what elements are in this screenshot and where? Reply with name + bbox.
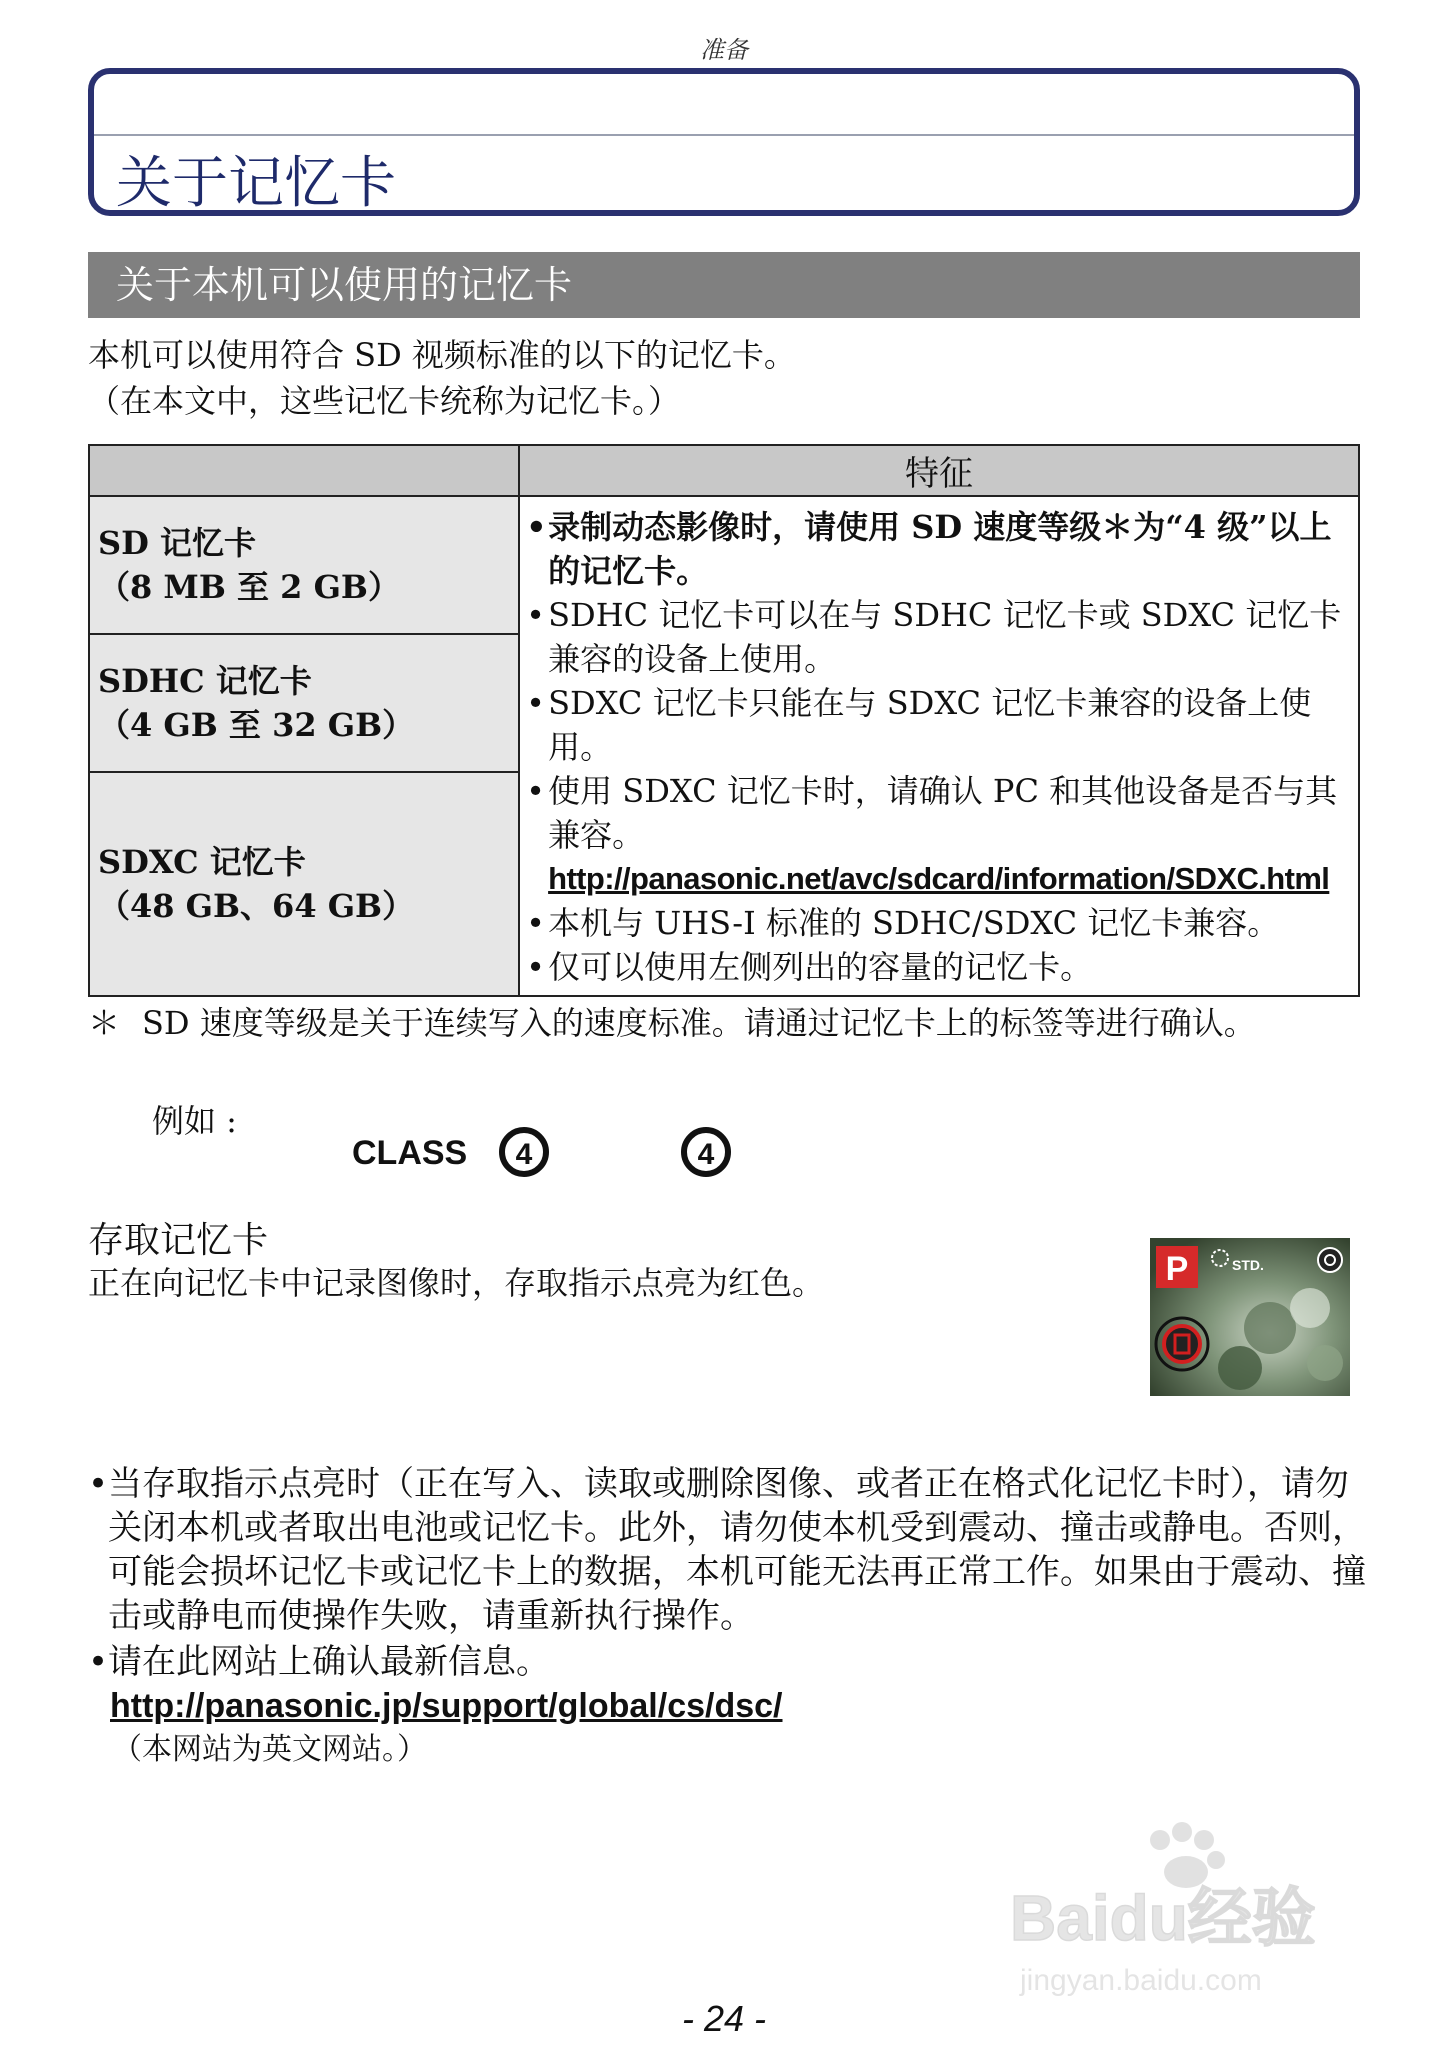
card-name: SDHC 记忆卡 (98, 662, 312, 700)
intro-line-1: 本机可以使用符合 SD 视频标准的以下的记忆卡。 (88, 336, 796, 374)
notes-section (88, 1462, 1368, 1772)
title-rule (94, 134, 1354, 136)
stabilizer-icon (1318, 1248, 1342, 1272)
feature-item: • SDHC 记忆卡可以在与 SDHC 记忆卡或 SDXC 记忆卡兼容的设备上使用。 (526, 593, 1350, 681)
logo-class-text: CLASS (352, 1134, 468, 1172)
feature-item: • 录制动态影像时，请使用 SD 速度等级＊为“4 级”以上的记忆卡。 (526, 505, 1350, 593)
feature-item: • SDXC 记忆卡只能在与 SDXC 记忆卡兼容的设备上使用。 (526, 681, 1350, 769)
access-description: 正在向记忆卡中记录图像时，存取指示点亮为红色。 (88, 1264, 825, 1302)
title-box (88, 68, 1360, 216)
scene-leaf (1307, 1345, 1343, 1381)
card-capacity: （8 MB 至 2 GB） (98, 568, 400, 606)
sdxc-info-link[interactable]: http://panasonic.net/avc/sdcard/information/SDXC.html (548, 861, 1330, 896)
section-heading: 关于本机可以使用的记忆卡 (88, 252, 1360, 318)
note-item: • 当存取指示点亮时（正在写入、读取或删除图像、或者正在格式化记忆卡时），请勿关闭本机或者取出电池或记忆卡。此外，请勿使本机受到震动、撞击或静电。否则，可能会损坏记忆卡或记忆卡上的数据，本机可能无法再正常工作。如果由于震动、撞击或静电而使操作失败，请重新执行操作。 (88, 1462, 1368, 1638)
table-header-row (89, 445, 1359, 496)
logo-number: 4 (515, 1138, 533, 1171)
card-capacity: （4 GB 至 32 GB） (98, 706, 415, 744)
speed-class-4-icon (678, 1124, 734, 1180)
card-cell-sd (89, 496, 519, 634)
card-cell-sdhc (89, 634, 519, 772)
card-spec-table (88, 444, 1360, 997)
camera-screen-image (1150, 1238, 1350, 1396)
baidu-watermark (1010, 1820, 1370, 2000)
scene-leaf (1244, 1302, 1296, 1354)
logo-number: 4 (697, 1138, 715, 1171)
features-cell (519, 496, 1359, 996)
quality-text: STD. (1232, 1257, 1264, 1273)
running-header: 准备 (700, 36, 748, 64)
example-label: 例如 : (152, 1102, 237, 1140)
footnote-mark: ＊ (88, 1004, 121, 1042)
support-site-link[interactable]: http://panasonic.jp/support/global/cs/dsc/ (110, 1687, 783, 1725)
paw-icon (1150, 1822, 1225, 1888)
intro-line-2: （在本文中，这些记忆卡统称为记忆卡。） (88, 382, 681, 420)
scene-leaf (1218, 1346, 1262, 1390)
table-row (89, 496, 1359, 634)
page-title: 关于记忆卡 (116, 151, 396, 216)
mode-p-text: P (1165, 1250, 1189, 1288)
watermark-site: jingyan.baidu.com (1020, 1964, 1262, 1997)
table-header-empty (89, 445, 519, 496)
scene-leaf (1290, 1288, 1330, 1328)
footnote (88, 1000, 1348, 1046)
speed-class-logo (352, 1124, 552, 1180)
card-cell-sdxc (89, 772, 519, 996)
table-header-feature: 特征 (519, 445, 1359, 496)
card-capacity: （48 GB、64 GB） (98, 887, 415, 925)
support-site-note: （本网站为英文网站。） (112, 1732, 427, 1767)
feature-item: • 仅可以使用左侧列出的容量的记忆卡。 (526, 945, 1350, 989)
card-name: SDXC 记忆卡 (98, 843, 306, 881)
feature-item: • 本机与 UHS-I 标准的 SDHC/SDXC 记忆卡兼容。 (526, 901, 1350, 945)
access-indicator-icon (1164, 1326, 1200, 1362)
feature-item (526, 769, 1350, 901)
footnote-text: SD 速度等级是关于连续写入的速度标准。请通过记忆卡上的标签等进行确认。 (142, 1004, 1256, 1042)
watermark-brand: Baidu经验 (1010, 1882, 1316, 1954)
page-number: - 24 - (681, 1998, 767, 2039)
access-heading: 存取记忆卡 (88, 1220, 269, 1261)
card-name: SD 记忆卡 (98, 524, 257, 562)
feature-text: 使用 SDXC 记忆卡时，请确认 PC 和其他设备是否与其兼容。 (548, 772, 1338, 854)
note-item: • 请在此网站上确认最新信息。 (88, 1640, 1368, 1684)
